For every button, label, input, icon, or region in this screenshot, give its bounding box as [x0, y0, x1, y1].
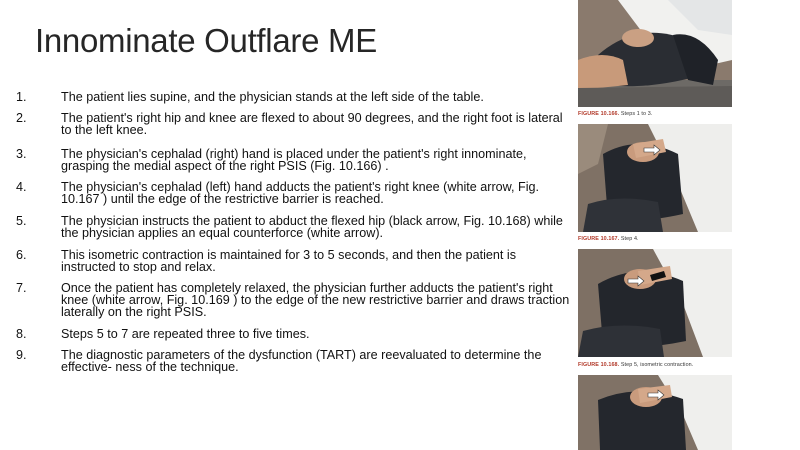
figure-caption-text: Step 4. — [620, 236, 639, 242]
figure-caption — [578, 111, 652, 117]
step-number: 8. — [16, 327, 27, 341]
step-number: 1. — [16, 90, 27, 104]
figure-label: FIGURE 10.168. — [578, 362, 620, 368]
photo-illustration — [578, 375, 732, 450]
step-number: 9. — [16, 348, 27, 362]
figure-column — [578, 0, 732, 450]
step-text: The diagnostic parameters of the dysfunction (TART) are reevaluated to determine the effective- ness of the technique. — [61, 348, 542, 374]
step-text: Once the patient has completely relaxed, the physician further adducts the patient's right knee (white arrow, Fig. 10.169 ) to the edge of the new restrictive barrier and draws traction laterally on the right PSIS. — [61, 281, 570, 319]
photo-illustration — [578, 0, 732, 107]
figure-label: FIGURE 10.166. — [578, 111, 620, 117]
step-text: This isometric contraction is maintained for 3 to 5 seconds, and then the patient is instructed to stop and relax. — [61, 248, 517, 274]
step-text: The physician's cephalad (right) hand is placed under the patient's right innominate, grasping the medial aspect of the right PSIS (Fig. 10.166) . — [61, 147, 527, 173]
step-text: Steps 5 to 7 are repeated three to five times. — [61, 327, 310, 341]
step-text: The patient's right hip and knee are flexed to about 90 degrees, and the right foot is lateral to the left knee. — [61, 111, 563, 137]
figure-caption — [578, 236, 639, 242]
figure-label: FIGURE 10.167. — [578, 236, 620, 242]
step-number: 6. — [16, 248, 27, 262]
figure-photo-step-5 — [578, 249, 732, 357]
step-text: The patient lies supine, and the physician stands at the left side of the table. — [61, 90, 484, 104]
figure-caption-text: Steps 1 to 3. — [620, 111, 653, 117]
figure-photo-step-4 — [578, 124, 732, 232]
figure-caption-text: Step 5, isometric contraction. — [620, 362, 694, 368]
step-text: The physician instructs the patient to abduct the flexed hip (black arrow, Fig. 10.168) while the physician applies an equal counterforce (white arrow). — [61, 214, 563, 240]
figure-photo-steps-1-3 — [578, 0, 732, 107]
step-number: 2. — [16, 111, 27, 125]
step-number: 3. — [16, 147, 27, 161]
step-number: 5. — [16, 214, 27, 228]
slide-title: Innominate Outflare ME — [35, 22, 377, 59]
photo-illustration — [578, 249, 732, 357]
step-text: The physician's cephalad (left) hand adducts the patient's right knee (white arrow, Fig. 10.167 ) until the edge of the restrictive barrier is reached. — [61, 180, 540, 206]
step-number: 7. — [16, 281, 27, 295]
figure-photo-step-7 — [578, 375, 732, 450]
photo-illustration — [578, 124, 732, 232]
figure-caption — [578, 362, 693, 368]
step-number: 4. — [16, 180, 27, 194]
